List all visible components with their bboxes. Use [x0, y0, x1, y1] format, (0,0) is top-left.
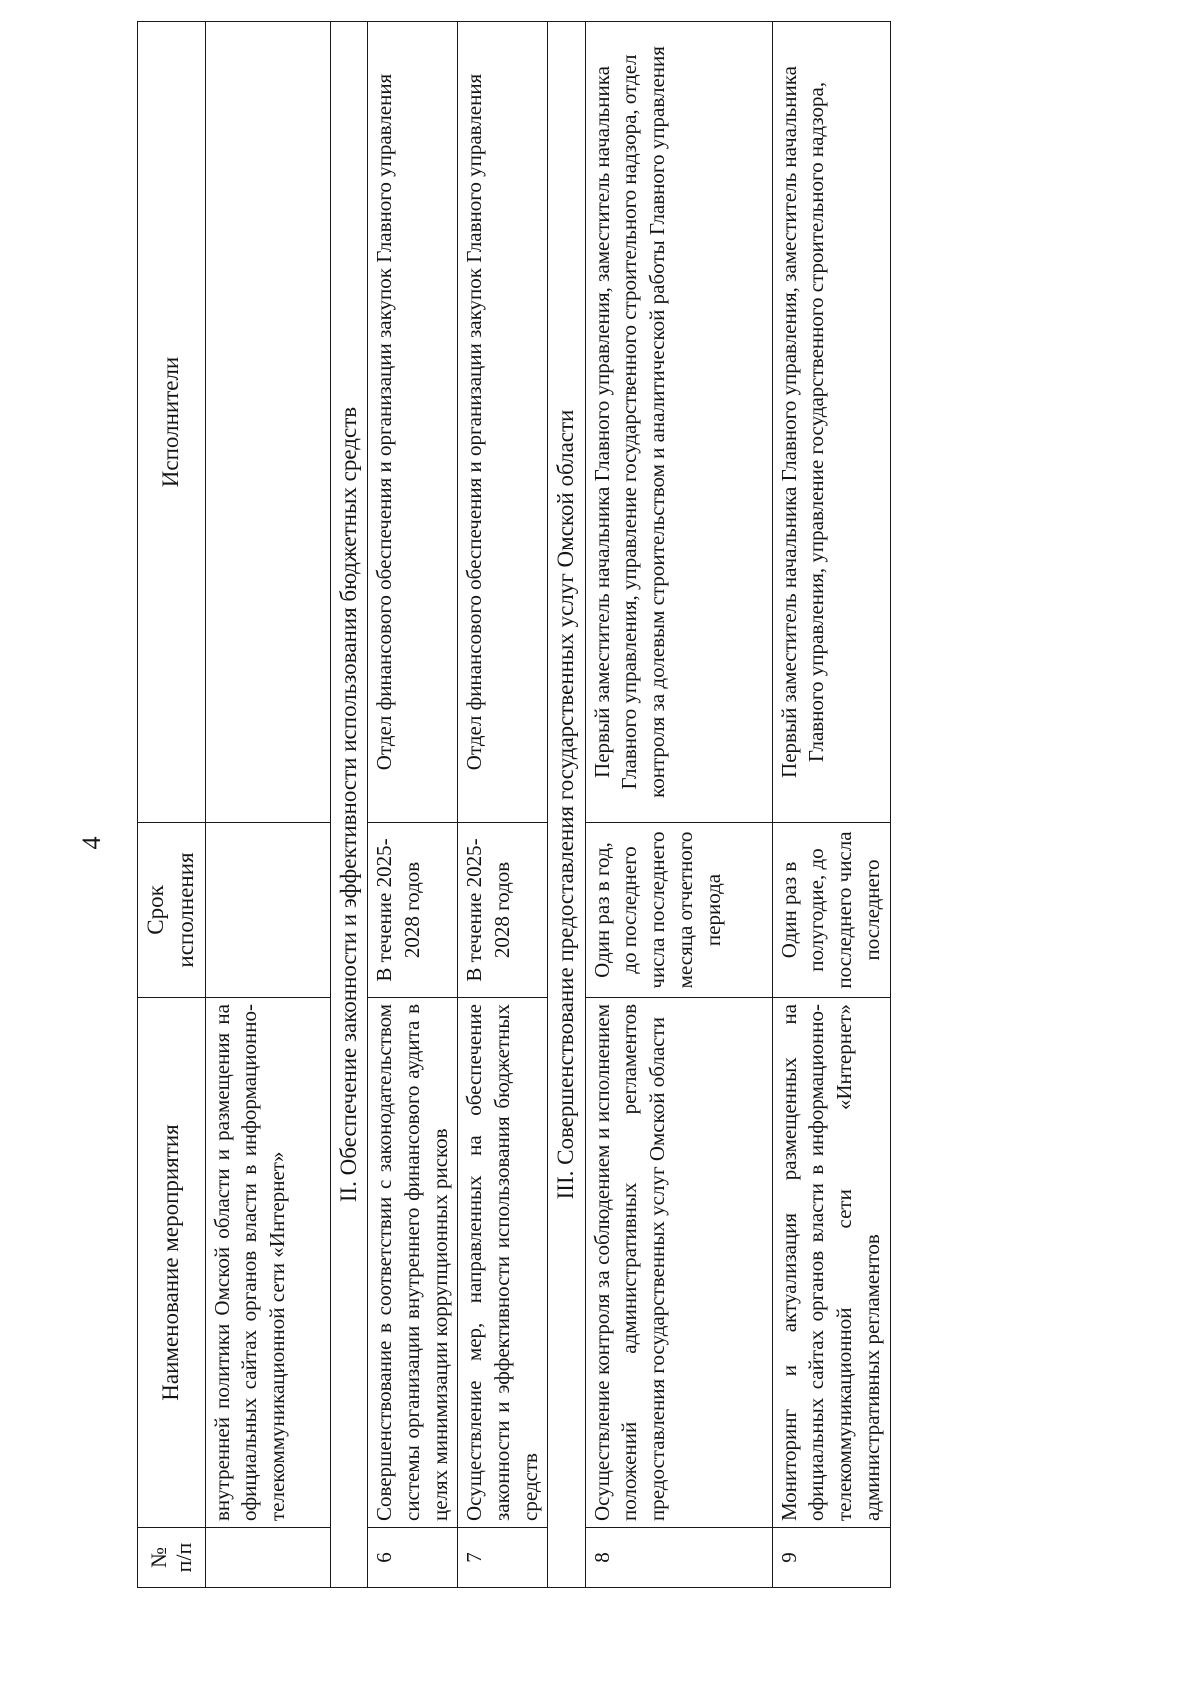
header-executors: Исполнители: [138, 22, 206, 823]
row-executors: Первый заместитель начальника Главного управления, заместитель начальника Главного управления, управление государственного строительного надзора, отдел контроля за долевым строительством и аналитической работы Главного управления: [585, 22, 772, 823]
measures-table: [137, 21, 891, 1588]
row-name: Осуществление контроля за соблюдением и исполнением положений административных регламентов предоставления государственных услуг Омской области: [585, 998, 772, 1528]
row-name: Мониторинг и актуализация размещенных на официальных сайтах органов власти в информационно-телекоммуникационной сети «Интернет» административных регламентов: [772, 998, 890, 1528]
row-executors: [205, 22, 330, 823]
header-term: Срок исполнения: [138, 823, 206, 998]
row-num: 6: [368, 1528, 458, 1588]
row-name: Осуществление мер, направленных на обеспечение законности и эффективности использования бюджетных средств: [458, 998, 548, 1528]
rotated-table-sheet: [137, 22, 1097, 1588]
row-num: 8: [585, 1528, 772, 1588]
header-num-line1: №: [146, 1547, 172, 1568]
section-2-title: II. Обеспечение законности и эффективности использования бюджетных средств: [330, 22, 367, 1588]
table-row: [368, 22, 458, 1588]
row-executors: Первый заместитель начальника Главного управления, заместитель начальника Главного управления, управление государственного строительного надзора,: [772, 22, 890, 823]
row-term: В течение 2025-2028 годов: [458, 823, 548, 998]
table-row: [585, 22, 772, 1588]
section-heading-row: [548, 22, 585, 1588]
row-executors: Отдел финансового обеспечения и организации закупок Главного управления: [368, 22, 458, 823]
header-name: Наименование мероприятия: [138, 998, 206, 1528]
row-num: 9: [772, 1528, 890, 1588]
row-term: В течение 2025-2028 годов: [368, 823, 458, 998]
row-term: Один раз в год, до последнего числа последнего месяца отчетного периода: [585, 823, 772, 998]
table-header-row: [138, 22, 206, 1588]
section-heading-row: [330, 22, 367, 1588]
row-num: [205, 1528, 330, 1588]
table-row: [458, 22, 548, 1588]
row-term: [205, 823, 330, 998]
row-name: Совершенствование в соответствии с законодательством системы организации внутреннего финансового аудита в целях минимизации коррупционных рисков: [368, 998, 458, 1528]
row-executors: Отдел финансового обеспечения и организации закупок Главного управления: [458, 22, 548, 823]
header-num-line2: п/п: [171, 1542, 197, 1573]
row-name: внутренней политики Омской области и размещения на официальных сайтах органов власти в информационно-телекоммуникационной сети «Интернет»: [205, 998, 330, 1528]
header-num: [138, 1528, 206, 1588]
row-term: Один раз в полугодие, до последнего числа последнего: [772, 823, 890, 998]
page-number: 4: [77, 836, 106, 850]
table-row: [772, 22, 890, 1588]
row-num: 7: [458, 1528, 548, 1588]
section-3-title: III. Совершенствование предоставления государственных услуг Омской области: [548, 22, 585, 1588]
table-row: [205, 22, 330, 1588]
